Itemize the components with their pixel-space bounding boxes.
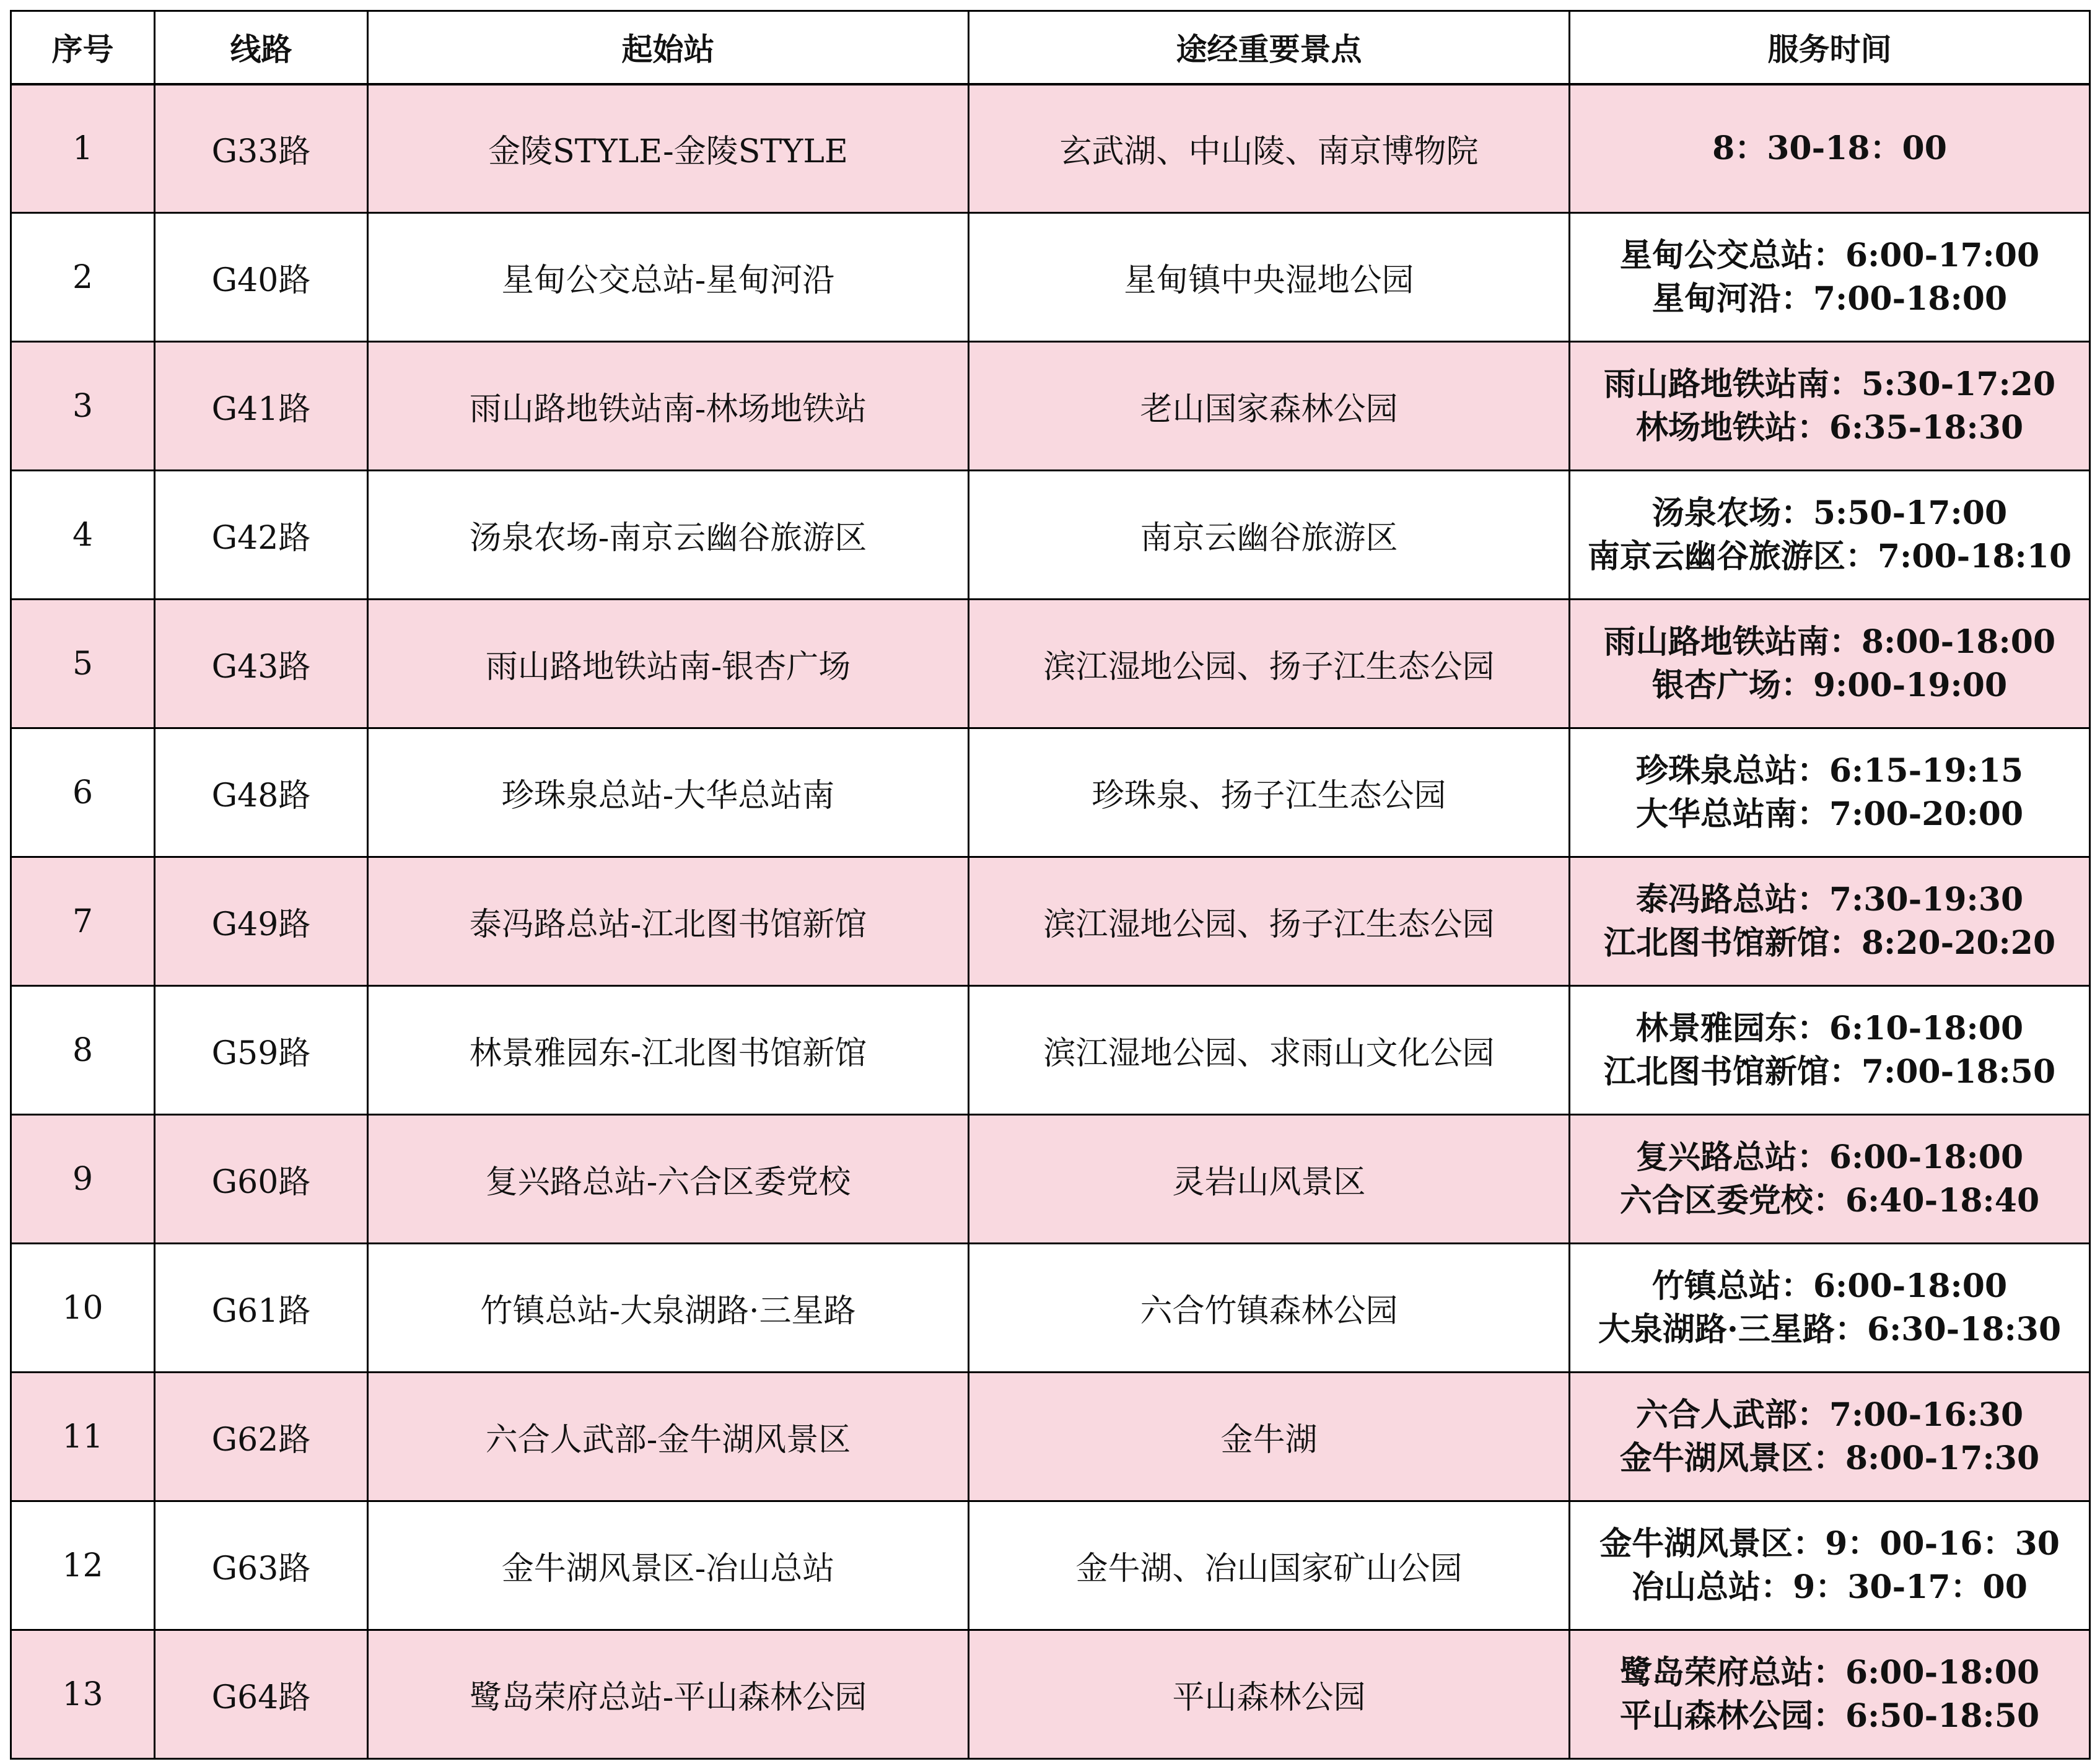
header-route: 线路 (155, 11, 368, 84)
service-time-line: 平山森林公园：6:50-18:50 (1619, 1696, 2040, 1735)
service-time-cell (1570, 1630, 2090, 1759)
index-cell: 1 (11, 84, 155, 213)
route-cell: G49路 (155, 857, 368, 986)
table-row (11, 1115, 2090, 1244)
service-time-line: 南京云幽谷旅游区：7:00-18:10 (1587, 537, 2072, 575)
service-time-line: 8：30-18：00 (1712, 129, 1947, 167)
attractions-cell: 滨江湿地公园、求雨山文化公园 (969, 986, 1570, 1115)
index-cell: 8 (11, 986, 155, 1115)
table-row (11, 1501, 2090, 1630)
index-cell: 2 (11, 213, 155, 342)
service-time-line: 竹镇总站：6:00-18:00 (1652, 1267, 2008, 1305)
terminals-cell: 泰冯路总站-江北图书馆新馆 (368, 857, 969, 986)
service-time-cell (1570, 857, 2090, 986)
service-time-line: 江北图书馆新馆：7:00-18:50 (1603, 1052, 2056, 1091)
service-time-cell (1570, 471, 2090, 600)
attractions-cell: 南京云幽谷旅游区 (969, 471, 1570, 600)
service-time-line: 珍珠泉总站：6:15-19:15 (1635, 751, 2024, 790)
bus-route-table (10, 10, 2091, 1760)
index-cell: 11 (11, 1373, 155, 1501)
table-row (11, 213, 2090, 342)
service-time-cell (1570, 986, 2090, 1115)
service-time-line: 六合区委党校：6:40-18:40 (1619, 1181, 2040, 1220)
service-time-line: 雨山路地铁站南：8:00-18:00 (1603, 622, 2056, 661)
route-cell: G61路 (155, 1244, 368, 1373)
terminals-cell: 雨山路地铁站南-林场地铁站 (368, 342, 969, 471)
route-cell: G62路 (155, 1373, 368, 1501)
terminals-cell: 鹭岛荣府总站-平山森林公园 (368, 1630, 969, 1759)
service-time-cell (1570, 1115, 2090, 1244)
header-service-time: 服务时间 (1570, 11, 2090, 84)
table-body (11, 84, 2090, 1759)
header-index: 序号 (11, 11, 155, 84)
attractions-cell: 老山国家森林公园 (969, 342, 1570, 471)
service-time-cell (1570, 213, 2090, 342)
terminals-cell: 林景雅园东-江北图书馆新馆 (368, 986, 969, 1115)
service-time-line: 江北图书馆新馆：8:20-20:20 (1603, 923, 2056, 962)
service-time-line: 雨山路地铁站南：5:30-17:20 (1603, 365, 2056, 403)
service-time-cell (1570, 728, 2090, 857)
attractions-cell: 平山森林公园 (969, 1630, 1570, 1759)
attractions-cell: 灵岩山风景区 (969, 1115, 1570, 1244)
table-row (11, 600, 2090, 728)
service-time-cell (1570, 1501, 2090, 1630)
route-cell: G59路 (155, 986, 368, 1115)
route-cell: G41路 (155, 342, 368, 471)
service-time-line: 鹭岛荣府总站：6:00-18:00 (1619, 1653, 2040, 1692)
service-time-line: 六合人武部：7:00-16:30 (1635, 1395, 2024, 1434)
table-row (11, 1373, 2090, 1501)
service-time-line: 冶山总站：9：30-17：00 (1632, 1568, 2028, 1606)
service-time-cell (1570, 1373, 2090, 1501)
header-row (11, 11, 2090, 84)
service-time-cell (1570, 1244, 2090, 1373)
route-cell: G63路 (155, 1501, 368, 1630)
table-row (11, 1630, 2090, 1759)
terminals-cell: 金陵STYLE-金陵STYLE (368, 84, 969, 213)
service-time-cell (1570, 84, 2090, 213)
service-time-line: 大泉湖路·三星路：6:30-18:30 (1598, 1310, 2062, 1348)
header-attractions: 途经重要景点 (969, 11, 1570, 84)
table-row (11, 84, 2090, 213)
index-cell: 6 (11, 728, 155, 857)
service-time-cell (1570, 600, 2090, 728)
route-cell: G60路 (155, 1115, 368, 1244)
attractions-cell: 六合竹镇森林公园 (969, 1244, 1570, 1373)
route-cell: G48路 (155, 728, 368, 857)
attractions-cell: 滨江湿地公园、扬子江生态公园 (969, 600, 1570, 728)
terminals-cell: 竹镇总站-大泉湖路·三星路 (368, 1244, 969, 1373)
index-cell: 7 (11, 857, 155, 986)
attractions-cell: 玄武湖、中山陵、南京博物院 (969, 84, 1570, 213)
service-time-line: 大华总站南：7:00-20:00 (1635, 795, 2024, 833)
route-cell: G42路 (155, 471, 368, 600)
terminals-cell: 星甸公交总站-星甸河沿 (368, 213, 969, 342)
service-time-line: 林景雅园东：6:10-18:00 (1635, 1009, 2024, 1047)
table-row (11, 342, 2090, 471)
index-cell: 10 (11, 1244, 155, 1373)
route-cell: G33路 (155, 84, 368, 213)
terminals-cell: 珍珠泉总站-大华总站南 (368, 728, 969, 857)
index-cell: 12 (11, 1501, 155, 1630)
service-time-line: 金牛湖风景区：9：00-16：30 (1599, 1524, 2060, 1563)
index-cell: 9 (11, 1115, 155, 1244)
bus-route-table-container (10, 10, 2089, 1760)
service-time-line: 复兴路总站：6:00-18:00 (1635, 1138, 2024, 1176)
index-cell: 4 (11, 471, 155, 600)
attractions-cell: 珍珠泉、扬子江生态公园 (969, 728, 1570, 857)
index-cell: 5 (11, 600, 155, 728)
index-cell: 13 (11, 1630, 155, 1759)
terminals-cell: 复兴路总站-六合区委党校 (368, 1115, 969, 1244)
service-time-line: 银杏广场：9:00-19:00 (1652, 666, 2008, 704)
table-row (11, 857, 2090, 986)
terminals-cell: 雨山路地铁站南-银杏广场 (368, 600, 969, 728)
service-time-line: 星甸公交总站：6:00-17:00 (1619, 236, 2040, 274)
attractions-cell: 金牛湖 (969, 1373, 1570, 1501)
attractions-cell: 金牛湖、冶山国家矿山公园 (969, 1501, 1570, 1630)
service-time-line: 汤泉农场：5:50-17:00 (1652, 494, 2008, 532)
table-row (11, 1244, 2090, 1373)
service-time-cell (1570, 342, 2090, 471)
service-time-line: 金牛湖风景区：8:00-17:30 (1619, 1439, 2040, 1477)
service-time-line: 星甸河沿：7:00-18:00 (1652, 279, 2008, 318)
terminals-cell: 六合人武部-金牛湖风景区 (368, 1373, 969, 1501)
terminals-cell: 金牛湖风景区-冶山总站 (368, 1501, 969, 1630)
route-cell: G40路 (155, 213, 368, 342)
service-time-line: 林场地铁站：6:35-18:30 (1635, 408, 2024, 447)
attractions-cell: 滨江湿地公园、扬子江生态公园 (969, 857, 1570, 986)
route-cell: G43路 (155, 600, 368, 728)
table-row (11, 728, 2090, 857)
terminals-cell: 汤泉农场-南京云幽谷旅游区 (368, 471, 969, 600)
table-row (11, 471, 2090, 600)
attractions-cell: 星甸镇中央湿地公园 (969, 213, 1570, 342)
service-time-line: 泰冯路总站：7:30-19:30 (1635, 880, 2024, 919)
route-cell: G64路 (155, 1630, 368, 1759)
table-row (11, 986, 2090, 1115)
index-cell: 3 (11, 342, 155, 471)
header-terminals: 起始站 (368, 11, 969, 84)
